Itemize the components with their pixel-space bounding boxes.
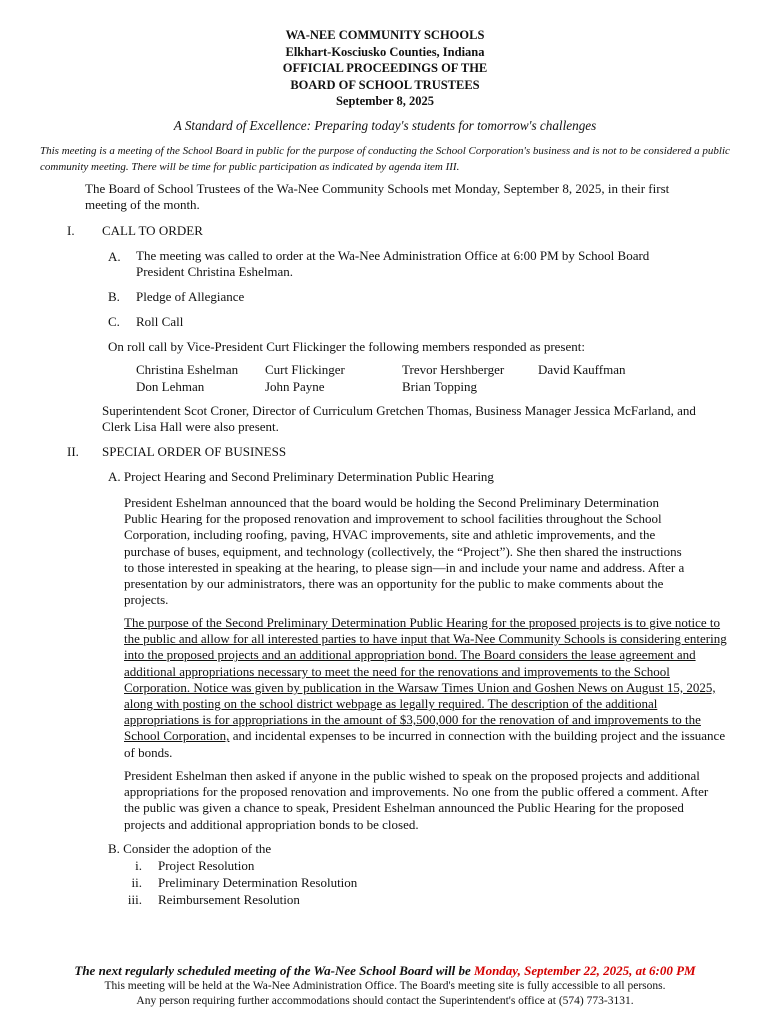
item-2b-heading: B. Consider the adoption of the (108, 841, 272, 856)
purpose-underlined-text: The purpose of the Second Preliminary Determination Public Hearing for the proposed projects is to give notice to the public and allow for all interested parties to have input that Wa-Nee Community Schools is considering entering into the proposed projects and an additional appropriation bond. The Board considers the lease agreement and additional appropriations necessary to meet the need for the renovations and improvements to the School Corporation. Notice was given by publication in the Warsaw Times Union and Goshen News on August 15, 2025, along with posting on the school district webpage as legally required. The description of the additional appropriations is for appropriations in the amount of $3,500,000 for the renovation of and improvements to the School Corporation, (124, 615, 727, 744)
next-meeting-notice (0, 963, 770, 979)
item-a-text: The meeting was called to order at the Wa-Nee Administration Office at 6:00 PM by School Board President Christina Eshelman. (136, 248, 650, 280)
resolution-item: Preliminary Determination Resolution (158, 875, 358, 890)
next-meeting-date: Monday, September 22, 2025, at 6:00 PM (474, 963, 696, 978)
member-name: Curt Flickinger (265, 362, 345, 377)
rollcall-text: On roll call by Vice-President Curt Flickinger the following members responded as present: (108, 339, 585, 354)
tagline: A Standard of Excellence: Preparing today's students for tomorrow's challenges (173, 118, 597, 133)
member-name: Christina Eshelman (136, 362, 239, 377)
document-header (0, 27, 770, 110)
next-meeting-prefix: The next regularly scheduled meeting of the Wa-Nee School Board will be (74, 963, 475, 978)
item-2a-heading: A. Project Hearing and Second Preliminary Determination Public Hearing (108, 469, 494, 484)
header-counties: Elkhart-Kosciusko Counties, Indiana (285, 44, 485, 59)
meeting-location-line: This meeting will be held at the Wa-Nee Administration Office. The Board's meeting site is fully accessible to all persons. (104, 980, 666, 992)
resolution-num: iii. (127, 892, 142, 907)
members-col-2 (265, 362, 345, 395)
resolution-num: i. (135, 858, 142, 873)
item-a-label: A. (108, 249, 121, 264)
resolution-item: Project Resolution (158, 858, 255, 873)
header-proceedings: OFFICIAL PROCEEDINGS OF THE (282, 61, 488, 75)
member-name: Trevor Hershberger (402, 362, 505, 377)
members-col-3 (402, 362, 504, 395)
section-2-numeral: II. (67, 444, 79, 459)
member-name: Don Lehman (136, 378, 205, 394)
also-present-text: Superintendent Scot Croner, Director of Curriculum Gretchen Thomas, Business Manager Jessica McFarland, and Clerk Lisa Hall were also present. (102, 403, 696, 435)
disclaimer: This meeting is a meeting of the School Board in public for the purpose of conducting the School Corporation's business and is not to be considered a public community meeting. There will be time for public participation as indicated by agenda item III. (40, 145, 730, 173)
item-b-label: B. (108, 289, 120, 304)
item-c-text: Roll Call (136, 314, 184, 329)
section-1-numeral: I. (67, 223, 75, 238)
members-col-4 (538, 362, 625, 379)
purpose-rest-text: and incidental expenses to be incurred in connection with the building project and the issuance of bonds. (124, 728, 726, 760)
hearing-paragraph-1: President Eshelman announced that the board would be holding the Second Preliminary Determination Public Hearing for the proposed renovation and improvement to school facilities throughout the School Corporation, including roofing, paving, HVAC improvements, site and athletic improvements, and the purchase of buses, equipment, and technology (collectively, the “Project”). She then shared the instructions to those interested in speaking at the hearing, to please sign—in and include your name and address. After a presentation by our administrators, there was an opportunity for the public to make comments about the projects. (124, 495, 685, 608)
members-col-1 (136, 362, 238, 395)
section-1-title: CALL TO ORDER (102, 223, 203, 238)
resolution-item: Reimbursement Resolution (158, 892, 300, 907)
header-date: September 8, 2025 (335, 94, 435, 108)
accessibility-notice (0, 979, 770, 1008)
hearing-paragraph-3: President Eshelman then asked if anyone in the public wished to speak on the proposed projects and additional appropriations for the proposed renovation and improvements. No one from the public offered a comment. After the public was given a chance to speak, President Eshelman announced the Public Hearing for the proposed projects and additional appropriation bonds to be closed. (124, 768, 709, 832)
member-name: Brian Topping (402, 378, 478, 394)
accommodations-line: Any person requiring further accommodations should contact the Superintendent's office at (574) 773-3131. (136, 994, 634, 1007)
header-district: WA-NEE COMMUNITY SCHOOLS (285, 28, 485, 42)
member-name: David Kauffman (538, 362, 626, 377)
item-b-text: Pledge of Allegiance (136, 289, 245, 304)
intro-paragraph: The Board of School Trustees of the Wa-Nee Community Schools met Monday, September 8, 2025, in their first meeting of the month. (85, 181, 670, 213)
header-board: BOARD OF SCHOOL TRUSTEES (290, 77, 480, 92)
hearing-paragraph-2 (124, 615, 732, 761)
section-2-title: SPECIAL ORDER OF BUSINESS (102, 444, 287, 459)
item-c-label: C. (108, 314, 120, 329)
resolution-num: ii. (131, 875, 142, 890)
member-name: John Payne (265, 378, 325, 394)
